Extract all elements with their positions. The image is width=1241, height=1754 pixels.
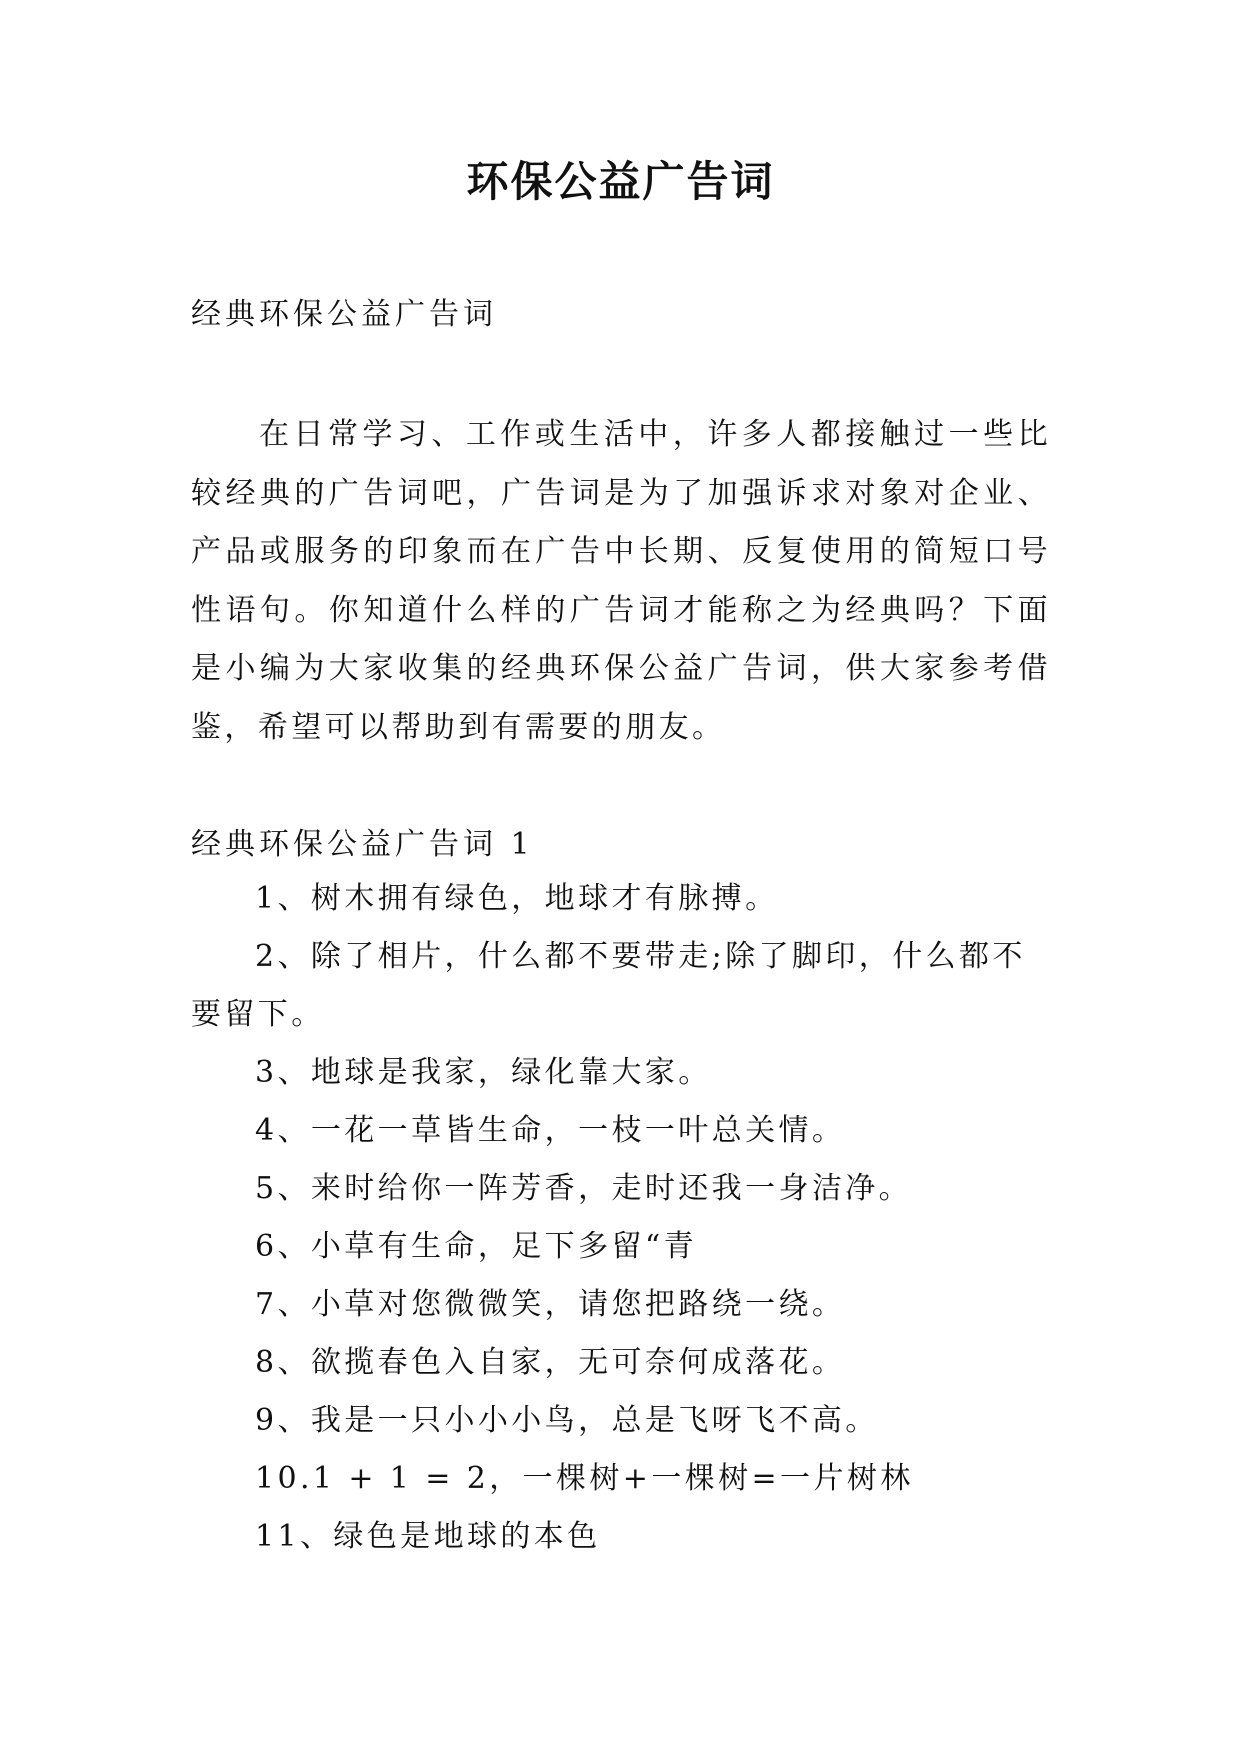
- list-item: 9、我是一只小小小鸟，总是飞呀飞不高。: [255, 1403, 879, 1438]
- page-title: 环保公益广告词: [466, 157, 775, 206]
- list-item: 5、来时给你一阵芳香，走时还我一身洁净。: [255, 1171, 913, 1206]
- list-item: 8、欲揽春色入自家，无可奈何成落花。: [255, 1345, 846, 1380]
- slogan-list: [191, 870, 1051, 1566]
- document-subtitle: 经典环保公益广告词: [191, 297, 497, 332]
- list-item: 1、树木拥有绿色，地球才有脉搏。: [255, 881, 779, 916]
- list-item: 2、除了相片，什么都不要带走;除了脚印，什么都不要留下。: [191, 939, 1026, 1032]
- list-item: 6、小草有生命，足下多留“青: [255, 1229, 698, 1264]
- list-item: 10.1 + 1 = 2，一棵树+一棵树=一片树林: [255, 1461, 914, 1496]
- section-heading: 经典环保公益广告词 1: [191, 827, 534, 862]
- list-item: 3、地球是我家，绿化靠大家。: [255, 1055, 712, 1090]
- list-item: 11、绿色是地球的本色: [255, 1519, 601, 1554]
- list-item: 4、一花一草皆生命，一枝一叶总关情。: [255, 1113, 846, 1148]
- list-item: 7、小草对您微微笑，请您把路绕一绕。: [255, 1287, 846, 1322]
- intro-paragraph: 在日常学习、工作或生活中，许多人都接触过一些比较经典的广告词吧，广告词是为了加强诉求对象对企业、产品或服务的印象而在广告中长期、反复使用的简短口号性语句。你知道什么样的广告词才能称之为经典吗？下面是小编为大家收集的经典环保公益广告词，供大家参考借鉴，希望可以帮助到有需要的朋友。: [191, 417, 1051, 745]
